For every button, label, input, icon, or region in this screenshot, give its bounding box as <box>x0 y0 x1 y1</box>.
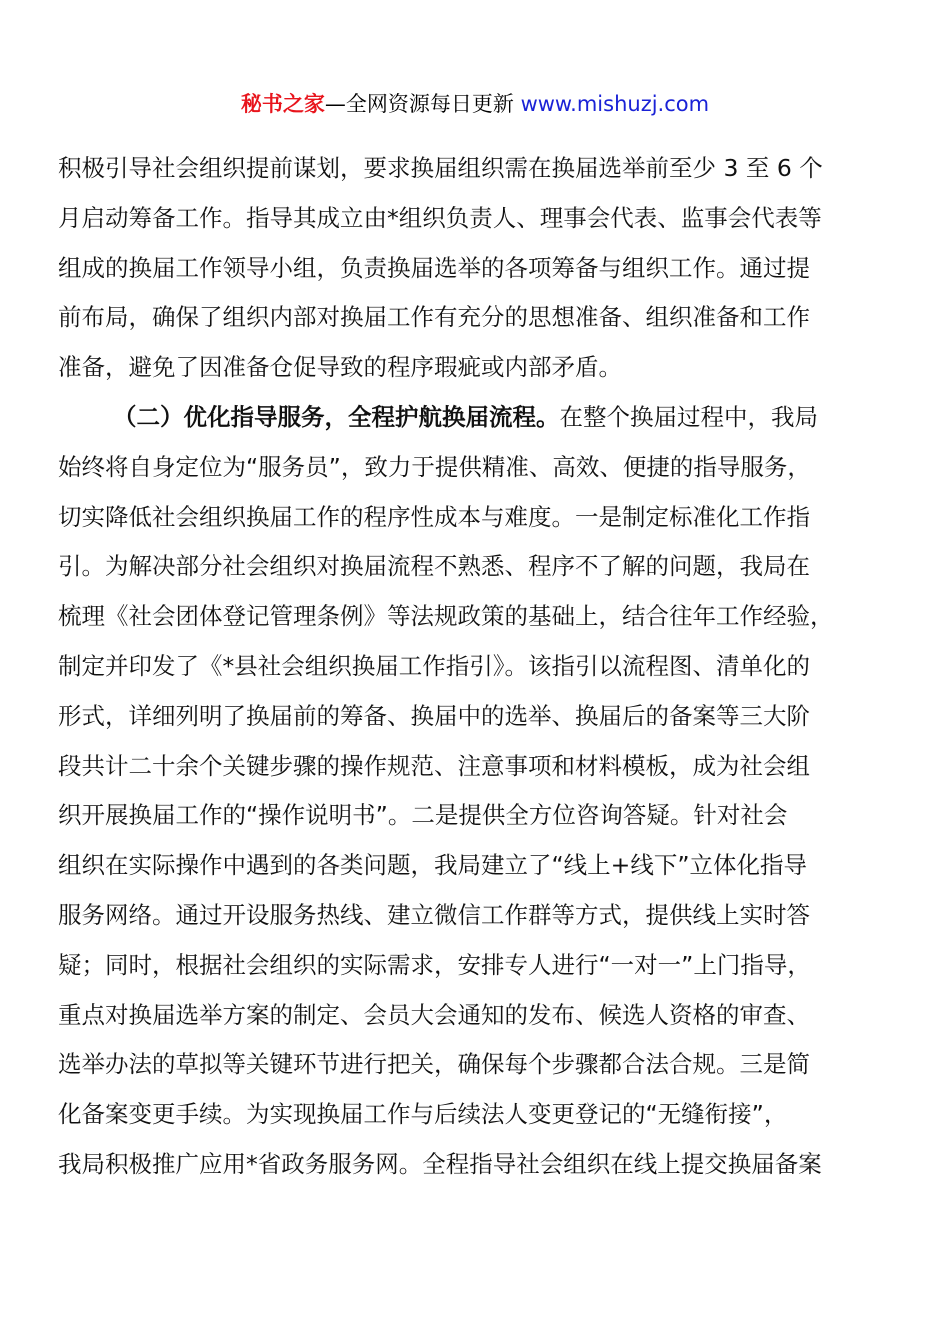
site-url-link[interactable]: www.mishuzj.com <box>520 92 710 116</box>
brand-name: 秘书之家 <box>240 92 325 116</box>
paragraph-line: 化备案变更手续。为实现换届工作与后续法人变更登记的“无缝衔接”， <box>58 1100 788 1129</box>
paragraph-line: 切实降低社会组织换届工作的程序性成本与难度。一是制定标准化工作指 <box>58 502 810 531</box>
document-body <box>58 144 892 1190</box>
paragraph-text: 在整个换届过程中，我局 <box>559 402 818 431</box>
paragraph-line: 重点对换届选举方案的制定、会员大会通知的发布、候选人资格的审查、 <box>58 1000 810 1029</box>
section-heading: （二）优化指导服务，全程护航换届流程。 <box>113 402 560 431</box>
paragraph-line: 形式，详细列明了换届前的筹备、换届中的选举、换届后的备案等三大阶 <box>58 701 810 730</box>
paragraph-line: 组成的换届工作领导小组，负责换届选举的各项筹备与组织工作。通过提 <box>58 253 810 282</box>
paragraph-1 <box>58 144 892 393</box>
paragraph-line: 积极引导社会组织提前谋划，要求换届组织需在换届选举前至少 3 至 6 个 <box>58 154 823 182</box>
paragraph-line: 引。为解决部分社会组织对换届流程不熟悉、程序不了解的问题，我局在 <box>58 552 810 581</box>
paragraph-line: 前布局，确保了组织内部对换届工作有充分的思想准备、组织准备和工作 <box>58 303 810 332</box>
paragraph-line: 制定并印发了《*县社会组织换届工作指引》。该指引以流程图、清单化的 <box>58 651 810 680</box>
paragraph-line: 段共计二十余个关键步骤的操作规范、注意事项和材料模板，成为社会组 <box>58 751 810 780</box>
paragraph-line: 组织在实际操作中遇到的各类问题，我局建立了“线上+线下”立体化指导 <box>58 851 808 880</box>
paragraph-line: 我局积极推广应用*省政务服务网。全程指导社会组织在线上提交换届备案 <box>58 1149 822 1178</box>
paragraph-line: 疑；同时，根据社会组织的实际需求，安排专人进行“一对一”上门指导， <box>58 950 811 979</box>
page-header <box>0 86 950 122</box>
paragraph-line: 始终将自身定位为“服务员”，致力于提供精准、高效、便捷的指导服务， <box>58 452 811 481</box>
paragraph-line: 织开展换届工作的“操作说明书”。二是提供全方位咨询答疑。针对社会 <box>58 801 788 830</box>
paragraph-line: 梳理《社会团体登记管理条例》等法规政策的基础上，结合往年工作经验， <box>58 602 834 631</box>
paragraph-line: 准备，避免了因准备仓促导致的程序瑕疵或内部矛盾。 <box>58 353 622 382</box>
paragraph-line: 服务网络。通过开设服务热线、建立微信工作群等方式，提供线上实时答 <box>58 900 810 929</box>
paragraph-2 <box>58 393 892 1190</box>
paragraph-first-line <box>58 393 892 443</box>
header-tagline: —全网资源每日更新 <box>324 92 521 116</box>
paragraph-line: 选举办法的草拟等关键环节进行把关，确保每个步骤都合法合规。三是简 <box>58 1050 810 1079</box>
paragraph-line: 月启动筹备工作。指导其成立由*组织负责人、理事会代表、监事会代表等 <box>58 203 822 232</box>
